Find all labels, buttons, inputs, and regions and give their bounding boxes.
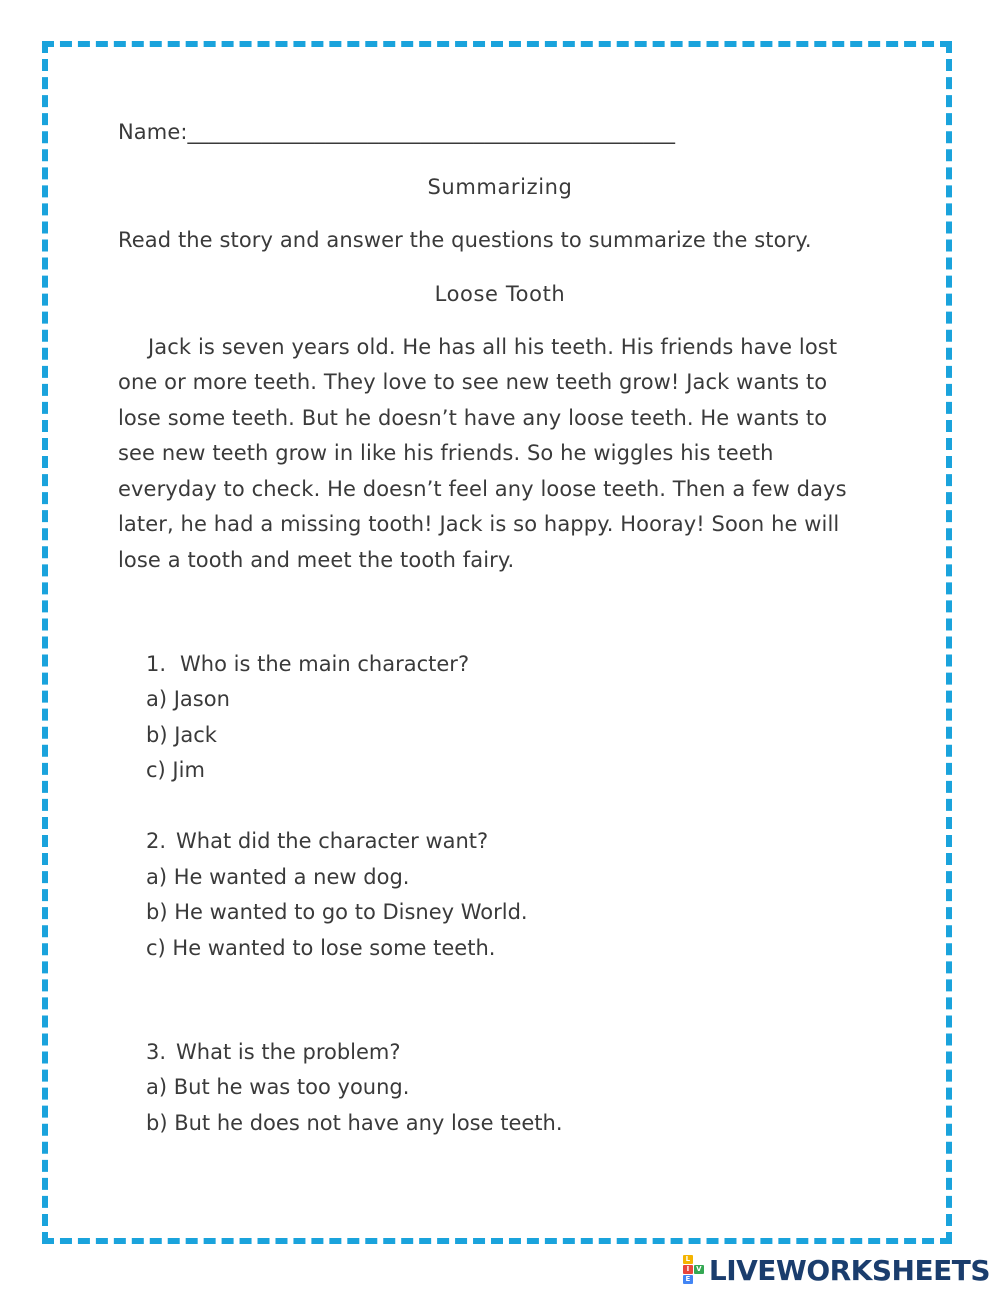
question-2-option-b[interactable]: b) He wanted to go to Disney World. [146,900,528,924]
story-line-7: lose a tooth and meet the tooth fairy. [118,548,515,572]
question-2-option-c[interactable]: c) He wanted to lose some teeth. [146,936,496,960]
story-line-3: lose some teeth. But he doesn’t have any loose teeth. He wants to [118,406,828,430]
story-line-2: one or more teeth. They love to see new teeth grow! Jack wants to [118,370,828,394]
question-1-text: Who is the main character? [180,652,470,676]
story-title: Loose Tooth [434,282,566,306]
question-3-number: 3. [146,1040,167,1064]
question-2-number: 2. [146,829,167,853]
story-line-1: Jack is seven years old. He has all his teeth. His friends have lost [148,335,838,359]
question-2 [146,827,488,855]
name-field-label: Name:______________________________________________ [118,120,676,144]
instructions-text: Read the story and answer the questions to summarize the story. [118,228,812,252]
worksheet-title: Summarizing [427,175,573,199]
question-3 [146,1038,401,1066]
question-2-option-a[interactable]: a) He wanted a new dog. [146,865,410,889]
logo-block-e: E [683,1275,693,1284]
question-1-option-b[interactable]: b) Jack [146,723,217,747]
question-3-text: What is the problem? [176,1040,401,1064]
question-1-option-a[interactable]: a) Jason [146,687,230,711]
question-1 [146,650,469,678]
story-line-4: see new teeth grow in like his friends. So he wiggles his teeth [118,441,774,465]
story-line-6: later, he had a missing tooth! Jack is so happy. Hooray! Soon he will [118,512,840,536]
story-line-5: everyday to check. He doesn’t feel any loose teeth. Then a few days [118,477,847,501]
liveworksheets-wordmark: LIVEWORKSHEETS [708,1253,990,1287]
question-3-option-b[interactable]: b) But he does not have any lose teeth. [146,1111,563,1135]
question-1-option-c[interactable]: c) Jim [146,758,205,782]
question-1-number: 1. [146,652,167,676]
logo-block-l: L [683,1255,693,1264]
logo-block-v: V [694,1265,704,1274]
liveworksheets-brand [683,1252,990,1288]
question-3-option-a[interactable]: a) But he was too young. [146,1075,410,1099]
liveworksheets-logo-icon [683,1255,705,1285]
question-2-text: What did the character want? [176,829,489,853]
logo-block-i: I [683,1265,693,1274]
